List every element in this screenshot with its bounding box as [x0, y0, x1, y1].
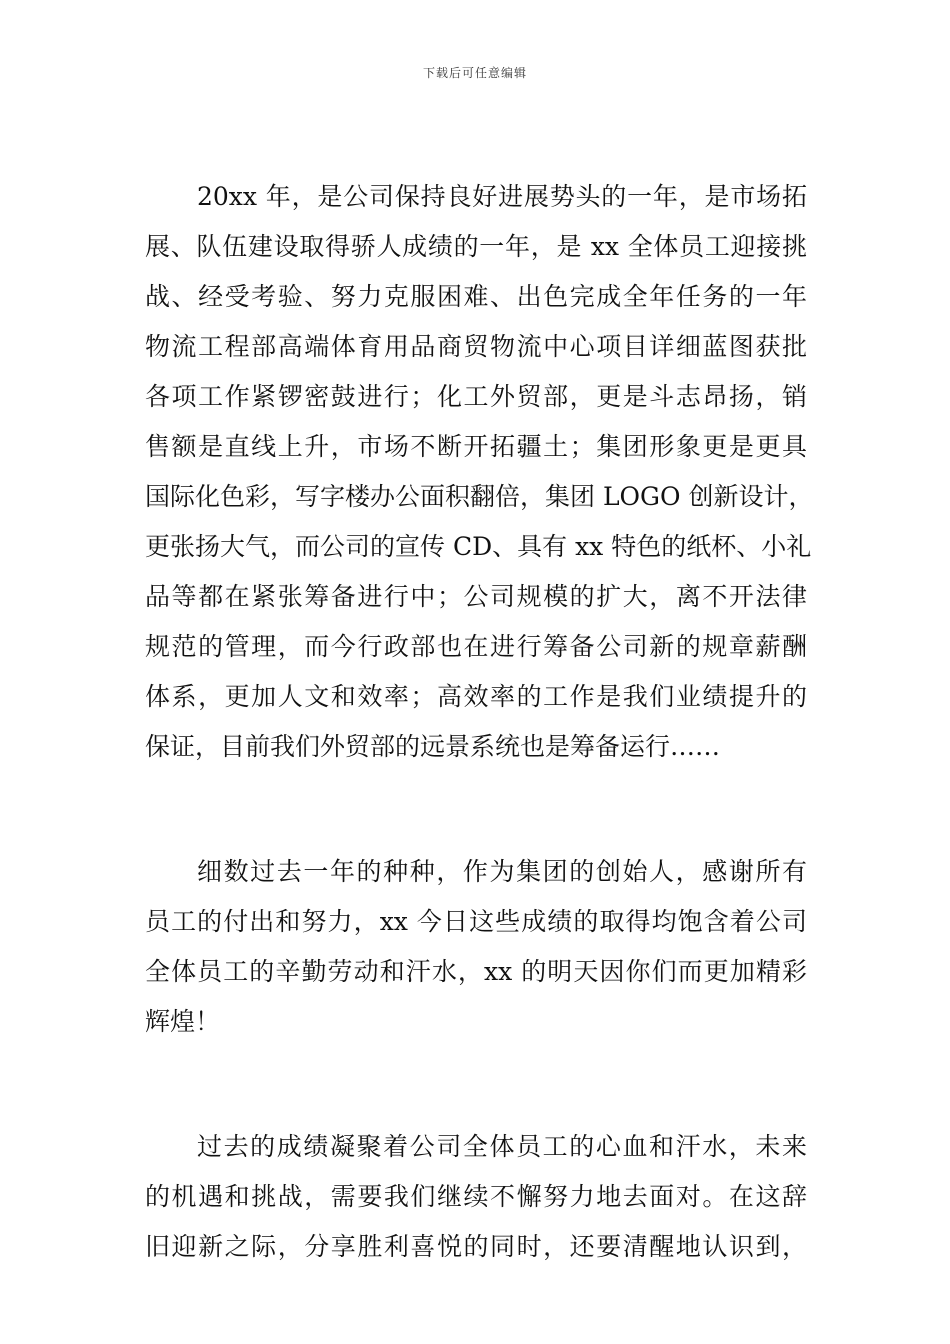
- paragraph-thanks: [145, 847, 807, 1047]
- paragraph-spacer: [145, 1047, 807, 1122]
- page-header: 下载后可任意编辑: [422, 66, 527, 80]
- text-line: 过去的成绩凝聚着公司全体员工的心血和汗水，未来: [197, 1132, 807, 1161]
- text-line: 全体员工的辛勤劳动和汗水，xx 的明天因你们而更加精彩: [145, 957, 807, 986]
- text-line: 员工的付出和努力，xx 今日这些成绩的取得均饱含着公司: [145, 907, 807, 936]
- text-line: 规范的管理，而今行政部也在进行筹备公司新的规章薪酬: [145, 632, 807, 661]
- document-body: [145, 172, 814, 1272]
- text-line: 保证，目前我们外贸部的远景系统也是筹备运行……: [145, 732, 721, 761]
- text-line: 细数过去一年的种种，作为集团的创始人，感谢所有: [197, 857, 807, 886]
- text-line: 品等都在紧张筹备进行中；公司规模的扩大，离不开法律: [145, 582, 807, 611]
- paragraph-year-review: [145, 172, 814, 772]
- text-line: 物流工程部高端体育用品商贸物流中心项目详细蓝图获批: [145, 332, 807, 361]
- text-line: 旧迎新之际，分享胜利喜悦的同时，还要清醒地认识到，: [145, 1232, 807, 1261]
- text-line: 各项工作紧锣密鼓进行；化工外贸部，更是斗志昂扬，销: [145, 382, 807, 411]
- text-line: 国际化色彩，写字楼办公面积翻倍，集团 LOGO 创新设计，: [145, 482, 814, 511]
- text-line: 售额是直线上升，市场不断开拓疆土；集团形象更是更具: [145, 432, 807, 461]
- text-line: 更张扬大气，而公司的宣传 CD、具有 xx 特色的纸杯、小礼: [145, 532, 812, 561]
- text-line: 辉煌！: [145, 1007, 221, 1036]
- text-line: 体系，更加人文和效率；高效率的工作是我们业绩提升的: [145, 682, 807, 711]
- text-line: 的机遇和挑战，需要我们继续不懈努力地去面对。在这辞: [145, 1182, 807, 1211]
- paragraph-future: [145, 1122, 807, 1272]
- paragraph-spacer: [145, 772, 807, 847]
- text-line: 战、经受考验、努力克服困难、出色完成全年任务的一年: [145, 282, 807, 311]
- text-line: 20xx 年，是公司保持良好进展势头的一年，是市场拓: [197, 182, 807, 211]
- text-line: 展、队伍建设取得骄人成绩的一年，是 xx 全体员工迎接挑: [145, 232, 807, 261]
